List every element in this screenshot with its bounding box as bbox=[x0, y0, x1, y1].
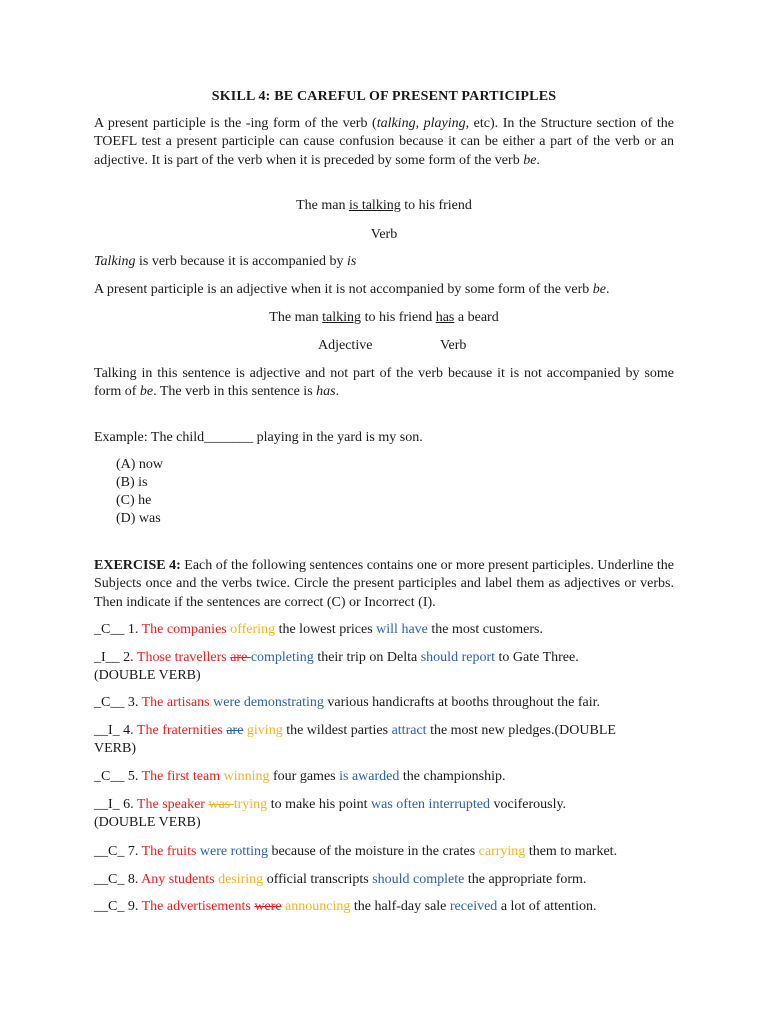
exercise-instructions: EXERCISE 4: Each of the following sentences contains one or more present participles. Underline the Subjects once and the verbs twice. Circle the present participles and label them as adjectives or verbs. Then indicate if the sentences are correct (C) or Incorrect (I). bbox=[94, 558, 674, 610]
exercise-item-7: __C_ 7. The fruits were rotting because of the moisture in the crates carrying them to market. bbox=[94, 844, 618, 859]
exercise-item-5: _C__ 5. The first team winning four games is awarded the championship. bbox=[94, 769, 506, 784]
exercise-item-1: _C__ 1. The companies offering the lowest prices will have the most customers. bbox=[94, 622, 543, 637]
exercise-item-8: __C_ 8. Any students desiring official transcripts should complete the appropriate form. bbox=[94, 872, 587, 887]
exercise-item-6: __I_ 6. The speaker was trying to make his point was often interrupted vociferously. bbox=[94, 797, 567, 812]
page-title: SKILL 4: BE CAREFUL OF PRESENT PARTICIPLES bbox=[211, 89, 557, 104]
exercise-item-4: __I_ 4. The fraternities are giving the wildest parties attract the most new pledges.(DOUBLE bbox=[94, 723, 616, 738]
option-a: (A) now bbox=[116, 457, 164, 472]
verb-label: Verb bbox=[440, 338, 467, 353]
exercise-item-2: _I__ 2. Those travellers are completing their trip on Delta should report to Gate Three. bbox=[94, 650, 579, 665]
exercise-item-3: _C__ 3. The artisans were demonstrating various handicrafts at booths throughout the fair. bbox=[94, 695, 600, 710]
talking-note: Talking is verb because it is accompanied by is bbox=[94, 254, 357, 269]
option-d: (D) was bbox=[116, 511, 161, 526]
option-c: (C) he bbox=[116, 493, 152, 508]
explanation-paragraph: Talking in this sentence is adjective and not part of the verb because it is not accompanied by some form of be. The verb in this sentence is has. bbox=[94, 366, 674, 400]
exercise-item-4-note: VERB) bbox=[94, 741, 136, 756]
adjective-label: Adjective bbox=[318, 338, 373, 353]
intro-paragraph: A present participle is the -ing form of the verb (talking, playing, etc). In the Structure section of the TOEFL test a present participle can cause confusion because it can be either a part of the verb or an adjective. It is part of the verb when it is preceded by some form of the verb be. bbox=[94, 116, 674, 168]
example-sentence-1: The man is talking to his friend bbox=[296, 198, 472, 213]
adjective-rule: A present participle is an adjective when it is not accompanied by some form of the verb be. bbox=[94, 282, 610, 297]
exercise-item-9: __C_ 9. The advertisements were announcing the half-day sale received a lot of attention. bbox=[94, 899, 597, 914]
example-sentence-2: The man talking to his friend has a beard bbox=[269, 310, 499, 325]
option-b: (B) is bbox=[116, 475, 148, 490]
exercise-item-2-note: (DOUBLE VERB) bbox=[94, 668, 201, 683]
example-1-label-verb: Verb bbox=[370, 227, 398, 242]
exercise-item-6-note: (DOUBLE VERB) bbox=[94, 815, 201, 830]
example-question: Example: The child_______ playing in the yard is my son. bbox=[94, 430, 423, 445]
